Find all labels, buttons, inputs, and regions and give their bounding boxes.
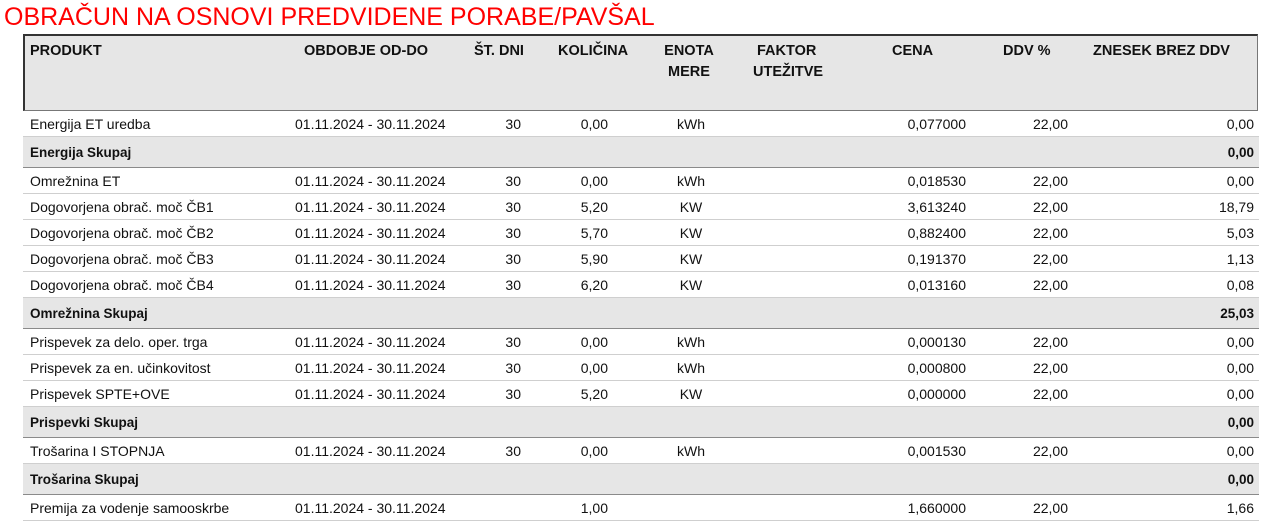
product-cell: Prispevek SPTE+OVE <box>30 386 170 402</box>
price-cell: 0,191370 <box>907 251 966 267</box>
header-net: ZNESEK BREZ DDV <box>1093 43 1230 59</box>
period-cell: 01.11.2024 - 30.11.2024 <box>295 360 446 376</box>
table-row <box>23 272 1259 298</box>
quantity-cell: 5,70 <box>580 225 608 241</box>
unit-cell: KW <box>679 199 703 215</box>
period-cell: 01.11.2024 - 30.11.2024 <box>295 386 446 402</box>
unit-cell: kWh <box>677 173 705 189</box>
period-cell: 01.11.2024 - 30.11.2024 <box>295 251 446 267</box>
price-cell: 0,000800 <box>907 360 966 376</box>
period-cell: 01.11.2024 - 30.11.2024 <box>295 199 446 215</box>
product-cell: Prispevek za en. učinkovitost <box>30 360 211 376</box>
days-cell: 30 <box>505 360 521 376</box>
price-cell: 0,077000 <box>907 116 966 132</box>
vat-cell: 22,00 <box>1032 199 1068 215</box>
product-cell: Dogovorjena obrač. moč ČB1 <box>30 199 214 215</box>
net-amount-cell: 0,00 <box>1226 360 1254 376</box>
product-cell: Prispevki Skupaj <box>30 415 139 430</box>
period-cell: 01.11.2024 - 30.11.2024 <box>295 334 446 350</box>
table-row <box>23 246 1259 272</box>
unit-cell: KW <box>679 251 703 267</box>
quantity-cell: 0,00 <box>580 443 608 459</box>
net-amount-cell: 0,00 <box>1227 472 1254 487</box>
product-cell: Omrežnina ET <box>30 173 121 189</box>
product-cell: Trošarina Skupaj <box>30 472 139 487</box>
quantity-cell: 0,00 <box>580 334 608 350</box>
quantity-cell: 1,00 <box>580 500 608 516</box>
vat-cell: 22,00 <box>1032 386 1068 402</box>
days-cell: 30 <box>505 386 521 402</box>
days-cell: 30 <box>505 251 521 267</box>
unit-cell: kWh <box>677 334 705 350</box>
header-product: PRODUKT <box>30 43 102 59</box>
days-cell: 30 <box>505 277 521 293</box>
table-subtotal-row <box>23 137 1259 168</box>
price-cell: 0,001530 <box>907 443 966 459</box>
product-cell: Energija Skupaj <box>30 145 132 160</box>
period-cell: 01.11.2024 - 30.11.2024 <box>295 443 446 459</box>
net-amount-cell: 18,79 <box>1218 199 1254 215</box>
table-row <box>23 220 1259 246</box>
header-unit-line2: MERE <box>668 64 710 80</box>
table-body <box>23 111 1259 521</box>
days-cell: 30 <box>505 225 521 241</box>
vat-cell: 22,00 <box>1032 443 1068 459</box>
vat-cell: 22,00 <box>1032 225 1068 241</box>
header-unit-line1: ENOTA <box>664 43 714 59</box>
product-cell: Dogovorjena obrač. moč ČB2 <box>30 225 214 241</box>
period-cell: 01.11.2024 - 30.11.2024 <box>295 225 446 241</box>
quantity-cell: 0,00 <box>580 116 608 132</box>
net-amount-cell: 0,00 <box>1226 334 1254 350</box>
net-amount-cell: 0,00 <box>1226 386 1254 402</box>
product-cell: Premija za vodenje samooskrbe <box>30 500 230 516</box>
table-row <box>23 381 1259 407</box>
header-factor-line2: UTEŽITVE <box>753 64 824 80</box>
net-amount-cell: 1,13 <box>1226 251 1254 267</box>
vat-cell: 22,00 <box>1032 360 1068 376</box>
quantity-cell: 5,90 <box>580 251 608 267</box>
table-subtotal-row <box>23 407 1259 438</box>
quantity-cell: 0,00 <box>580 360 608 376</box>
price-cell: 0,000000 <box>907 386 966 402</box>
header-unit <box>659 41 719 83</box>
table-header <box>23 34 1258 111</box>
product-cell: Dogovorjena obrač. moč ČB4 <box>30 277 214 293</box>
vat-cell: 22,00 <box>1032 173 1068 189</box>
unit-cell: kWh <box>677 116 705 132</box>
days-cell: 30 <box>505 443 521 459</box>
net-amount-cell: 5,03 <box>1226 225 1254 241</box>
unit-cell: KW <box>679 277 703 293</box>
page-title: OBRAČUN NA OSNOVI PREDVIDENE PORABE/PAVŠAL <box>4 3 655 31</box>
product-cell: Prispevek za delo. oper. trga <box>30 334 208 350</box>
product-cell: Omrežnina Skupaj <box>30 306 148 321</box>
price-cell: 0,018530 <box>907 173 966 189</box>
header-quantity: KOLIČINA <box>558 43 629 59</box>
unit-cell: KW <box>679 386 703 402</box>
period-cell: 01.11.2024 - 30.11.2024 <box>295 116 446 132</box>
net-amount-cell: 0,00 <box>1226 173 1254 189</box>
table-row <box>23 111 1259 137</box>
unit-cell: KW <box>679 225 703 241</box>
days-cell: 30 <box>505 116 521 132</box>
unit-cell: kWh <box>677 360 705 376</box>
days-cell: 30 <box>505 173 521 189</box>
vat-cell: 22,00 <box>1032 251 1068 267</box>
unit-cell: kWh <box>677 443 705 459</box>
table-row <box>23 438 1259 464</box>
table-row <box>23 355 1259 381</box>
product-cell: Trošarina I STOPNJA <box>30 443 165 459</box>
product-cell: Dogovorjena obrač. moč ČB3 <box>30 251 214 267</box>
product-cell: Energija ET uredba <box>30 116 151 132</box>
net-amount-cell: 0,00 <box>1227 415 1254 430</box>
header-days: ŠT. DNI <box>474 43 524 59</box>
price-cell: 3,613240 <box>907 199 966 215</box>
table-row <box>23 329 1259 355</box>
net-amount-cell: 0,08 <box>1226 277 1254 293</box>
price-cell: 0,013160 <box>907 277 966 293</box>
price-cell: 1,660000 <box>907 500 966 516</box>
vat-cell: 22,00 <box>1032 500 1068 516</box>
net-amount-cell: 0,00 <box>1226 116 1254 132</box>
quantity-cell: 5,20 <box>580 386 608 402</box>
net-amount-cell: 25,03 <box>1220 306 1254 321</box>
table-subtotal-row <box>23 464 1259 495</box>
table-row <box>23 495 1259 521</box>
vat-cell: 22,00 <box>1032 277 1068 293</box>
table-row <box>23 194 1259 220</box>
net-amount-cell: 0,00 <box>1227 145 1254 160</box>
table-row <box>23 168 1259 194</box>
net-amount-cell: 1,66 <box>1226 500 1254 516</box>
header-factor <box>753 41 823 83</box>
net-amount-cell: 0,00 <box>1226 443 1254 459</box>
vat-cell: 22,00 <box>1032 116 1068 132</box>
vat-cell: 22,00 <box>1032 334 1068 350</box>
days-cell: 30 <box>505 334 521 350</box>
table-subtotal-row <box>23 298 1259 329</box>
period-cell: 01.11.2024 - 30.11.2024 <box>295 277 446 293</box>
price-cell: 0,882400 <box>907 225 966 241</box>
quantity-cell: 6,20 <box>580 277 608 293</box>
header-period: OBDOBJE OD-DO <box>304 43 429 59</box>
period-cell: 01.11.2024 - 30.11.2024 <box>295 173 446 189</box>
period-cell: 01.11.2024 - 30.11.2024 <box>295 500 446 516</box>
quantity-cell: 5,20 <box>580 199 608 215</box>
quantity-cell: 0,00 <box>580 173 608 189</box>
header-vat: DDV % <box>1003 43 1051 59</box>
price-cell: 0,000130 <box>907 334 966 350</box>
days-cell: 30 <box>505 199 521 215</box>
header-price: CENA <box>892 43 934 59</box>
header-factor-line1: FAKTOR <box>757 43 817 59</box>
